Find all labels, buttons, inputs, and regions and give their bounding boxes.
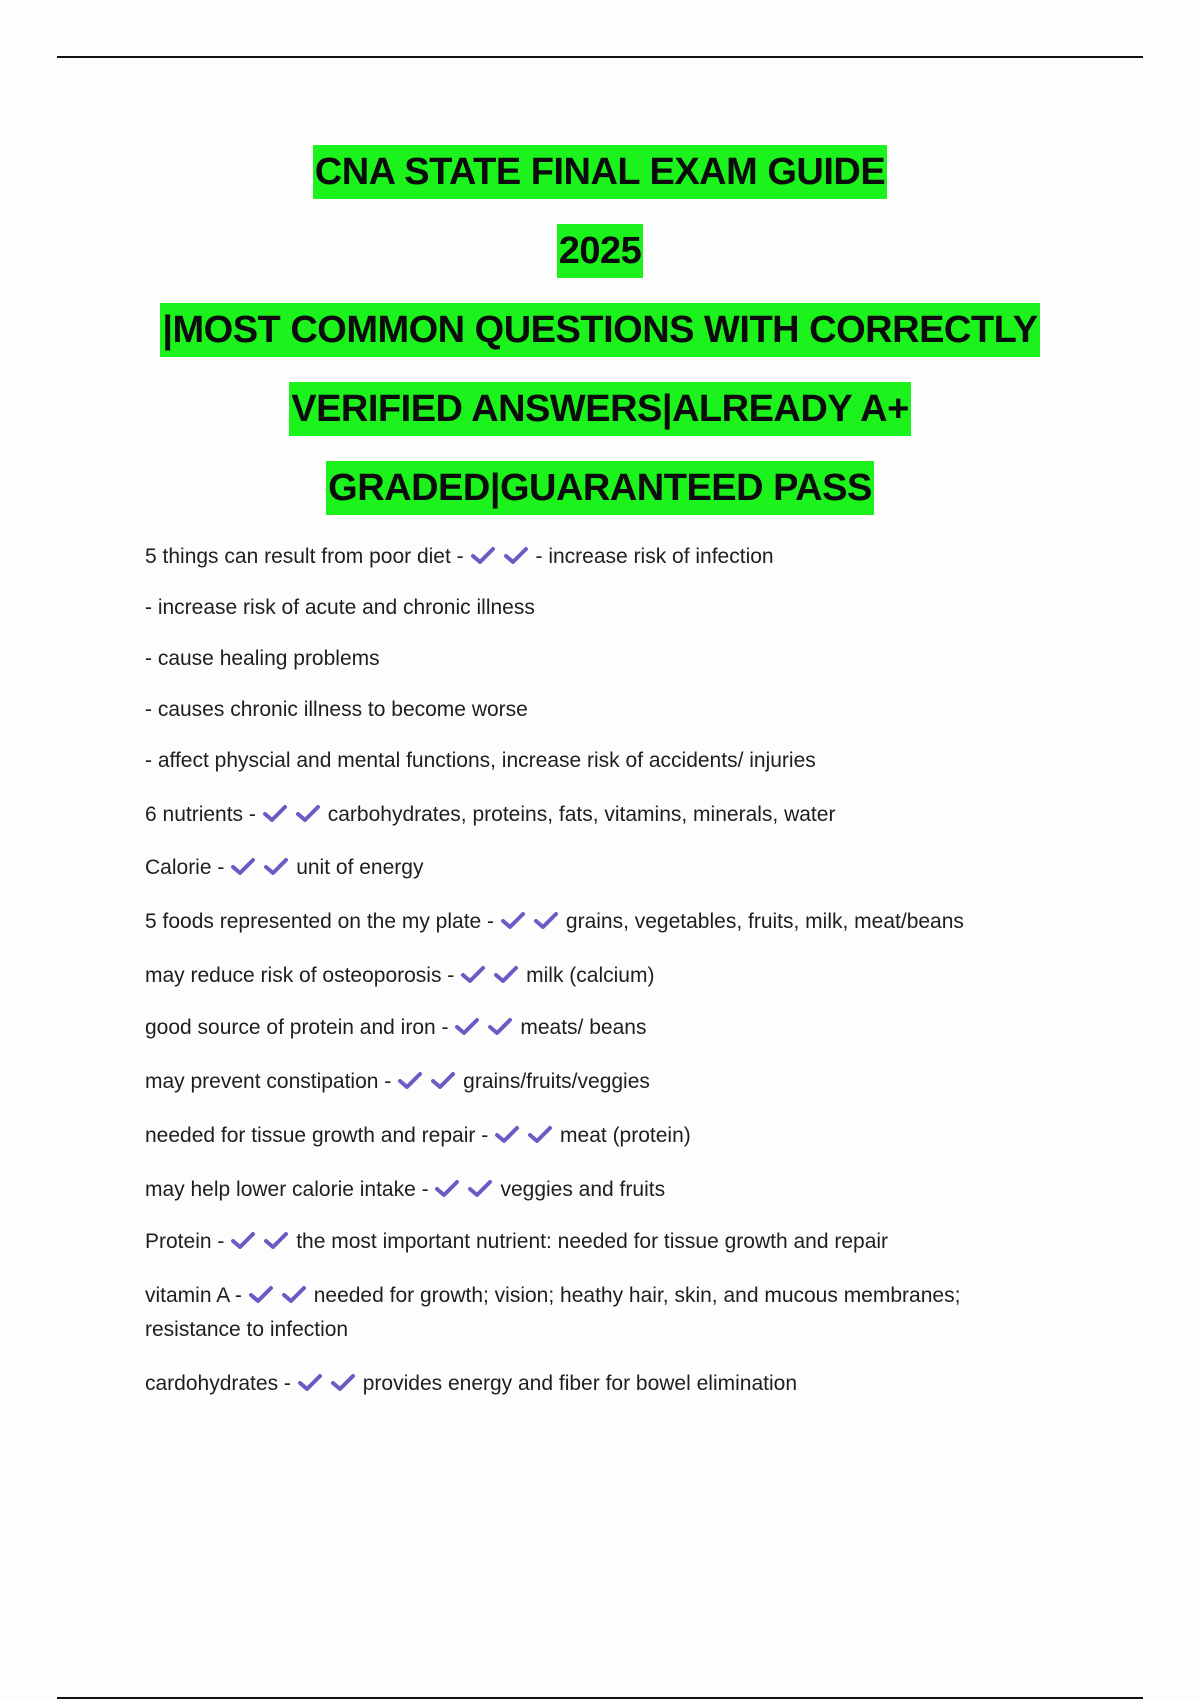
title-line bbox=[0, 145, 1200, 224]
question-text: good source of protein and iron - bbox=[145, 1016, 449, 1039]
title-line bbox=[0, 224, 1200, 303]
question-text: needed for tissue growth and repair - bbox=[145, 1124, 489, 1147]
qa-item bbox=[145, 905, 1065, 939]
qa-item bbox=[145, 1279, 1065, 1347]
checkmark-icon bbox=[527, 1125, 553, 1145]
question-text: may help lower calorie intake - bbox=[145, 1178, 429, 1201]
question-text: may reduce risk of osteoporosis - bbox=[145, 964, 455, 987]
top-rule bbox=[57, 56, 1143, 58]
qa-item bbox=[145, 1225, 1065, 1259]
title-line-text: GRADED|GUARANTEED PASS bbox=[326, 461, 874, 515]
qa-item bbox=[145, 959, 1065, 993]
checkmark-icon bbox=[281, 1285, 307, 1305]
answer-text: meats/ beans bbox=[520, 1016, 647, 1039]
question-text: vitamin A - bbox=[145, 1284, 242, 1307]
qa-item bbox=[145, 1065, 1065, 1099]
answer-text: unit of energy bbox=[296, 856, 424, 879]
answer-text: - increase risk of infection bbox=[535, 545, 774, 568]
checkmark-icon bbox=[230, 857, 256, 877]
qa-item bbox=[145, 1367, 1065, 1401]
question-text: Calorie - bbox=[145, 856, 225, 879]
checkmark-icon bbox=[470, 546, 496, 566]
checkmark-icon bbox=[248, 1285, 274, 1305]
answer-line: - cause healing problems bbox=[145, 647, 380, 670]
answer-text-continued: resistance to infection bbox=[145, 1318, 349, 1341]
checkmark-icon bbox=[493, 965, 519, 985]
checkmark-icon bbox=[397, 1071, 423, 1091]
qa-item bbox=[145, 851, 1065, 885]
checkmark-icon bbox=[230, 1231, 256, 1251]
qa-item bbox=[145, 1011, 1065, 1045]
checkmark-icon bbox=[262, 804, 288, 824]
checkmark-icon bbox=[430, 1071, 456, 1091]
title-line bbox=[0, 461, 1200, 540]
question-text: 6 nutrients - bbox=[145, 803, 256, 826]
checkmark-icon bbox=[500, 911, 526, 931]
answer-text: needed for growth; vision; heathy hair, skin, and mucous membranes; bbox=[313, 1284, 961, 1307]
title-line-text: 2025 bbox=[557, 224, 644, 278]
title-line bbox=[0, 382, 1200, 461]
title-line-text: CNA STATE FINAL EXAM GUIDE bbox=[313, 145, 887, 199]
qa-item bbox=[145, 1119, 1065, 1153]
checkmark-icon bbox=[454, 1017, 480, 1037]
answer-line: - affect physcial and mental functions, increase risk of accidents/ injuries bbox=[145, 749, 816, 772]
checkmark-icon bbox=[487, 1017, 513, 1037]
checkmark-icon bbox=[467, 1179, 493, 1199]
answer-text: provides energy and fiber for bowel elimination bbox=[362, 1372, 797, 1395]
title-line bbox=[0, 303, 1200, 382]
checkmark-icon bbox=[263, 1231, 289, 1251]
checkmark-icon bbox=[460, 965, 486, 985]
checkmark-icon bbox=[503, 546, 529, 566]
qa-list bbox=[145, 540, 1065, 1401]
checkmark-icon bbox=[330, 1373, 356, 1393]
document-title bbox=[0, 145, 1200, 540]
question-text: 5 things can result from poor diet - bbox=[145, 545, 464, 568]
answer-text: milk (calcium) bbox=[526, 964, 655, 987]
checkmark-icon bbox=[533, 911, 559, 931]
answer-text: grains/fruits/veggies bbox=[463, 1070, 650, 1093]
checkmark-icon bbox=[297, 1373, 323, 1393]
checkmark-icon bbox=[434, 1179, 460, 1199]
answer-text: carbohydrates, proteins, fats, vitamins, minerals, water bbox=[327, 803, 836, 826]
answer-text: the most important nutrient: needed for tissue growth and repair bbox=[296, 1230, 889, 1253]
answer-text: meat (protein) bbox=[560, 1124, 691, 1147]
qa-item bbox=[145, 798, 1065, 832]
checkmark-icon bbox=[295, 804, 321, 824]
checkmark-icon bbox=[263, 857, 289, 877]
title-line-text: |MOST COMMON QUESTIONS WITH CORRECTLY bbox=[160, 303, 1039, 357]
question-text: 5 foods represented on the my plate - bbox=[145, 910, 495, 933]
question-text: may prevent constipation - bbox=[145, 1070, 392, 1093]
answer-line: - causes chronic illness to become worse bbox=[145, 698, 528, 721]
bottom-rule bbox=[57, 1697, 1143, 1699]
answer-line: - increase risk of acute and chronic illness bbox=[145, 596, 535, 619]
answer-text: veggies and fruits bbox=[500, 1178, 666, 1201]
qa-item bbox=[145, 540, 1065, 574]
question-text: Protein - bbox=[145, 1230, 225, 1253]
checkmark-icon bbox=[494, 1125, 520, 1145]
answer-text: grains, vegetables, fruits, milk, meat/beans bbox=[565, 910, 964, 933]
title-line-text: VERIFIED ANSWERS|ALREADY A+ bbox=[289, 382, 911, 436]
question-text: cardohydrates - bbox=[145, 1372, 291, 1395]
qa-item bbox=[145, 1173, 1065, 1207]
